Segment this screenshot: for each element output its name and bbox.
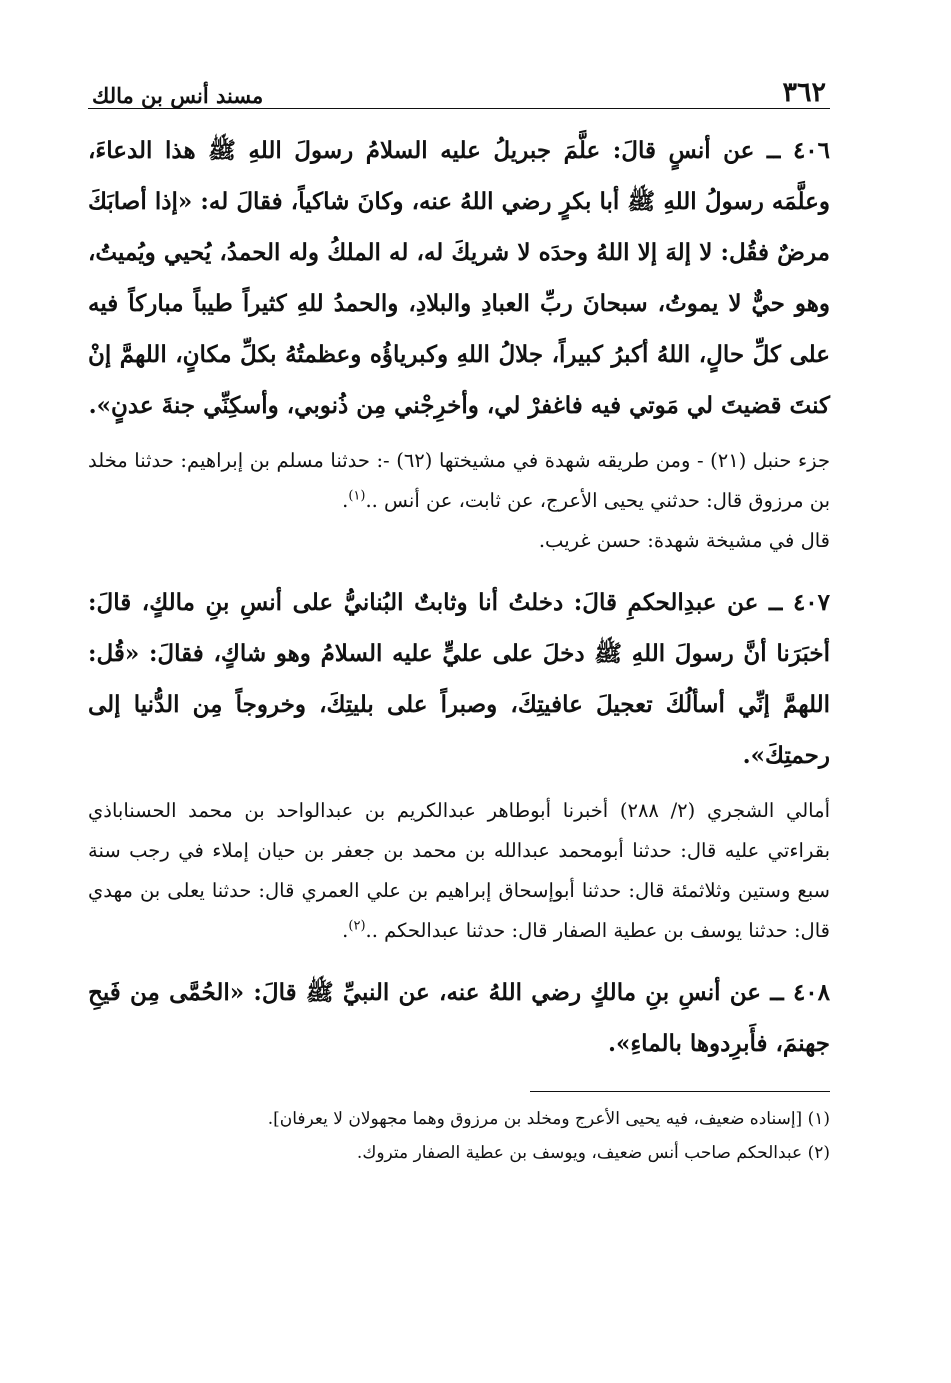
hadith-407-source: أمالي الشجري (٢/ ٢٨٨) أخبرنا أبوطاهر عبدالكريم بن عبدالواحد بن محمد الحسناباذي بقراءتي عليه قال: حدثنا أبومحمد عبدالله بن محمد بن جعفر بن حيان إملاء في رجب سنة سبع وستين وثلاثمئة قال: حدثنا أبوإسحاق إبراهيم بن علي العمري قال: حدثنا يعلى بن مهدي قال: حدثنا يوسف بن عطية الصفار قال: حدثنا عبدالحكم ..$^{(٢)}$.	[88, 799, 830, 942]
hadith-407: ٤٠٧ ــ عن عبدِالحكمِ قالَ: دخلتُ أنا وثابتٌ البُنانيُّ على أنسِ بنِ مالكٍ، قالَ: أخبَرَنا أنَّ رسولَ اللهِ ﷺ دخلَ على عليٍّ عليه السلامُ وهو شاكٍ، فقالَ: «قُل: اللهمَّ إنِّي أسألُكَ تعجيلَ عافيتِكَ، وصبراً على بليتِكَ، وخروجاً مِن الدُّنيا إلى رحمتِكَ».	[88, 589, 830, 769]
hadith-406-note: قال في مشيخة شهدة: حسن غريب.	[538, 529, 830, 552]
hadith-408: ٤٠٨ ــ عن أنسِ بنِ مالكٍ رضي اللهُ عنه، عن النبيِّ ﷺ قالَ: «الحُمَّى مِن فَيحِ جهنمَ، فأَبرِدوها بالماءِ».	[88, 979, 830, 1057]
source-text: أمالي الشجري (٢/ ٢٨٨) أخبرنا أبوطاهر عبدالكريم بن عبدالواحد بن محمد الحسناباذي بقراءتي عليه قال: حدثنا أبومحمد عبدالله بن محمد بن جعفر بن حيان إملاء في رجب سنة سبع وستين وثلاثمئة قال: حدثنا أبوإسحاق إبراهيم بن علي العمري قال: حدثنا يعلى بن مهدي قال: حدثنا يوسف بن عطية الصفار قال: حدثنا عبدالحكم ..	[88, 799, 830, 942]
hadith-406-source: جزء حنبل (٢١) - ومن طريقه شهدة في مشيختها (٦٢) -: حدثنا مسلم بن إبراهيم: حدثنا مخلد بن مرزوق قال: حدثني يحيى الأعرج، عن ثابت، عن أنس ..$^{(١)}$.	[88, 449, 830, 512]
page-content	[88, 125, 830, 1170]
source-text: جزء حنبل (٢١) - ومن طريقه شهدة في مشيختها (٦٢) -: حدثنا مسلم بن إبراهيم: حدثنا مخلد بن مرزوق قال: حدثني يحيى الأعرج، عن ثابت، عن أنس ..	[88, 449, 830, 512]
footnote-ref-1[interactable]: (١)	[348, 488, 366, 504]
footnote-divider	[530, 1091, 830, 1092]
page-number: ٣٦٢	[782, 77, 826, 108]
footnote-2: (٢) عبدالحكم صاحب أنس ضعيف، ويوسف بن عطية الصفار متروك.	[356, 1143, 830, 1163]
running-title: مسند أنس بن مالك	[92, 83, 264, 108]
footnote-1: (١) [إسناده ضعيف، فيه يحيى الأعرج ومخلد بن مرزوق وهما مجهولان لا يعرفان].	[267, 1109, 830, 1129]
footnote-ref-2[interactable]: (٢)	[348, 918, 366, 934]
page-header	[88, 64, 830, 109]
book-page	[88, 64, 830, 1170]
hadith-406: ٤٠٦ ــ عن أنسٍ قالَ: علَّمَ جبريلُ عليه السلامُ رسولَ اللهِ ﷺ هذا الدعاءَ، وعلَّمَه رسولُ اللهِ ﷺ أبا بكرٍ رضي اللهُ عنه، وكانَ شاكياً، فقالَ له: «إذا أصابَكَ مرضٌ فقُل: لا إلهَ إلا اللهُ وحدَه لا شريكَ له، له الملكُ وله الحمدُ، يُحيي ويُميتُ، وهو حيٌّ لا يموتُ، سبحانَ ربِّ العبادِ والبلادِ، والحمدُ للهِ كثيراً طيباً مباركاً فيه على كلِّ حالٍ، اللهُ أكبرُ كبيراً، جلالُ اللهِ وكبرياؤُه وعظمتُهُ بكلِّ مكانٍ، اللهمَّ إنْ كنتَ قضيتَ لي مَوتي فيه فاغفرْ لي، وأخرِجْني مِن ذُنوبي، وأسكِنِّي جنةَ عدنٍ».	[88, 137, 830, 419]
